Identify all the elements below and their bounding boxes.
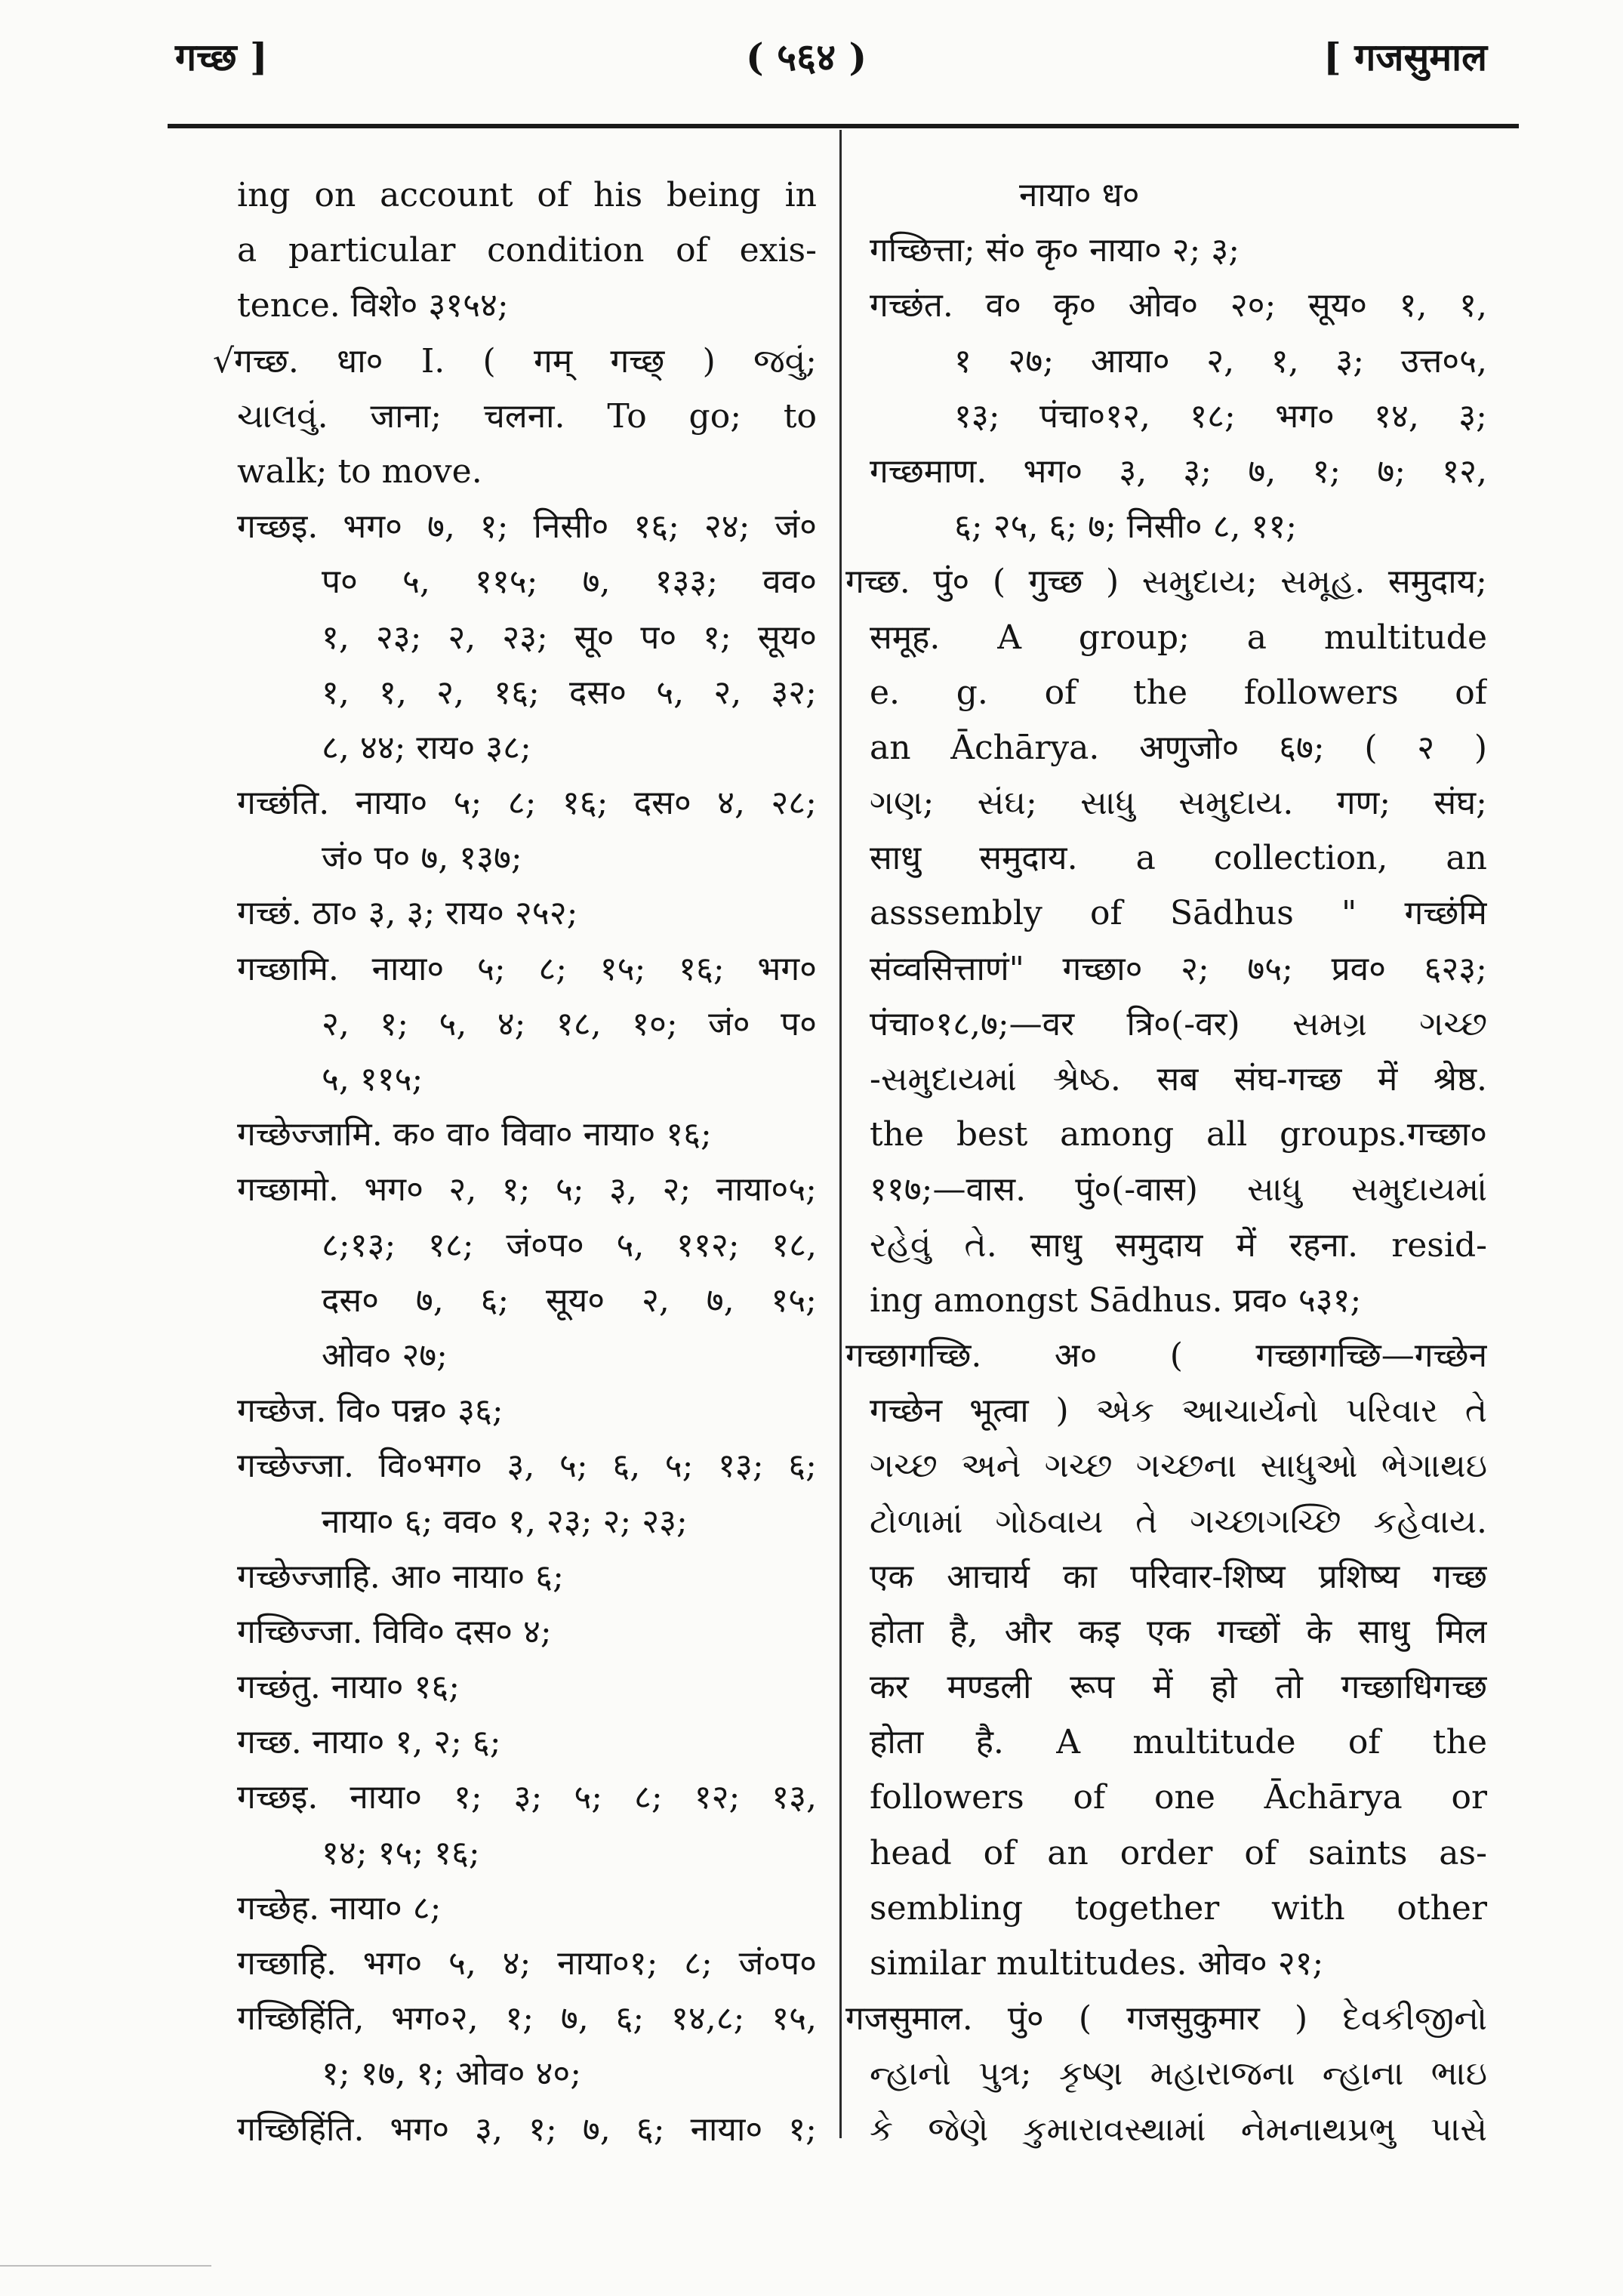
text-line: प० ५, ११५; ७, १३३; वव० — [322, 562, 817, 602]
text-line: गच्छित्ता; सं० कृ० नाया० २; ३; — [870, 231, 1240, 270]
text-line: a particular condition of exis- — [237, 231, 817, 270]
text-line: કે જેણે કુમારાવસ્થામાં નેમનાથપ્રભુ પાસે — [870, 2110, 1487, 2149]
text-line: -સમુદાયમાં શ્રેષ્ઠ. सब संघ-गच्छ में श्रेष्ठ. — [870, 1060, 1487, 1099]
bottom-margin-mark — [0, 2265, 211, 2267]
left-column — [213, 168, 817, 2157]
text-line: १, १, २, १६; दस० ५, २, ३२; — [322, 673, 817, 712]
text-line: ટોળામાં ગોઠવાય તે ગચ્છાગચ્છિ કહેવાય. — [870, 1502, 1487, 1541]
text-line: walk; to move. — [237, 451, 482, 491]
text-line: एक आचार्य का परिवार-शिष्य प्रशिष्य गच्छ — [870, 1557, 1487, 1596]
text-line: head of an order of saints as- — [870, 1833, 1487, 1872]
text-line: રહેવું તે. साधु समुदाय में रहना. resid- — [870, 1225, 1487, 1265]
text-line: गच्छाहि. भग० ५, ४; नाया०१; ८; जं०प० — [237, 1944, 817, 1983]
text-line: ११७;—वास. पुं०(-वास) સાધુ સમુદાયમાં — [870, 1170, 1487, 1210]
text-line: होता है. A multitude of the — [870, 1723, 1487, 1762]
text-line: tence. विशे० ३१५४; — [237, 286, 509, 325]
text-line: गच्छंत. व० कृ० ओव० २०; सूय० १, १, — [870, 286, 1487, 325]
text-line: गच्छइ. भग० ७, १; निसी० १६; २४; जं० — [237, 507, 817, 547]
text-line: १३; पंचा०१२, १८; भग० १४, ३; — [954, 396, 1487, 436]
text-line: e. g. of the followers of — [870, 673, 1487, 712]
column-divider — [839, 130, 842, 2138]
header-rule — [168, 124, 1519, 128]
text-line: ८, ४४; राय० ३८; — [322, 728, 531, 767]
text-line: गच्छिहिंति. भग० ३, १; ७, ६; नाया० १; — [237, 2110, 817, 2149]
text-line: गच्छ. पुं० ( गुच्छ ) સમુદાય; સમૂહ. समुदाय; — [845, 562, 1487, 602]
text-line: समूह. A group; a multitude — [870, 618, 1487, 657]
text-line: २, १; ५, ४; १८, १०; जं० प० — [322, 1004, 817, 1043]
text-line: गच्छेज्जामि. क० वा० विवा० नाया० १६; — [237, 1115, 712, 1154]
text-line: होता है, और कइ एक गच्छों के साधु मिल — [870, 1612, 1487, 1651]
page-header — [0, 30, 1623, 83]
text-line: ન્હાનો પુત્ર; કૃષ્ણ મહારાજના ન્હાના ભાઇ — [870, 2054, 1487, 2094]
text-line: गच्छं. ठा० ३, ३; राय० २५२; — [237, 894, 578, 933]
text-line: √गच्छ. धा० I. ( गम् गच्छ् ) જવું; — [213, 341, 817, 381]
text-line: गच्छंति. नाया० ५; ८; १६; दस० ४, २८; — [237, 784, 817, 823]
header-right-guideword: [ गजसुमाल — [1323, 35, 1487, 79]
text-line: ओव० २७; — [322, 1336, 448, 1375]
text-line: the best among all groups.गच्छा० — [870, 1115, 1487, 1154]
header-left-guideword: गच्छ ] — [175, 35, 268, 79]
text-line: ચાલવું. जाना; चलना. To go; to — [237, 396, 817, 436]
text-line: गच्छेह. नाया० ८; — [237, 1888, 442, 1928]
text-line: कर मण्डली रूप में हो तो गच्छाधिगच्छ — [870, 1668, 1487, 1707]
text-line: संव्वसित्ताणं" गच्छा० २; ७५; प्रव० ६२३; — [870, 949, 1487, 988]
text-line: पंचा०१८,७;—वर त्रि०(-वर) સમગ્ર ગચ્છ — [870, 1004, 1487, 1043]
text-line: गच्छागच्छि. अ० ( गच्छागच्छि—गच्छेन — [845, 1336, 1487, 1375]
text-line: गच्छामि. नाया० ५; ८; १५; १६; भग० — [237, 949, 817, 988]
text-line: दस० ७, ६; सूय० २, ७, १५; — [322, 1281, 817, 1320]
text-line: similar multitudes. ओव० २१; — [870, 1944, 1324, 1983]
page-number: ( ५६४ ) — [746, 35, 867, 79]
text-line: ગચ્છ અને ગચ્છ ગચ્છના સાધુઓ ભેગાથઇ — [870, 1447, 1487, 1486]
text-line: साधु समुदाय. a collection, an — [870, 839, 1487, 878]
text-line: गच्छेज. वि० पन्न० ३६; — [237, 1391, 504, 1431]
text-line: गच्छामो. भग० २, १; ५; ३, २; नाया०५; — [237, 1170, 817, 1210]
text-line: गच्छ. नाया० १, २; ६; — [237, 1723, 501, 1762]
text-line: गच्छेज्जा. वि०भग० ३, ५; ६, ५; १३; ६; — [237, 1447, 817, 1486]
text-line: followers of one Āchārya or — [870, 1778, 1487, 1817]
text-line: an Āchārya. अणुजो० ६७; ( २ ) — [870, 728, 1487, 767]
text-line: जं० प० ७, १३७; — [322, 839, 522, 878]
text-line: १; १७, १; ओव० ४०; — [322, 2054, 582, 2094]
text-line: ६; २५, ६; ७; निसी० ८, ११; — [954, 507, 1298, 547]
text-line: गच्छेन भूत्वा ) એક આચાર્યનો પરિવાર તે — [870, 1391, 1487, 1431]
right-column — [845, 168, 1487, 2157]
text-line: गच्छमाण. भग० ३, ३; ७, १; ७; १२, — [870, 451, 1487, 491]
text-line: ८;१३; १८; जं०प० ५, ११२; १८, — [322, 1225, 817, 1265]
text-line: गच्छइ. नाया० १; ३; ५; ८; १२; १३, — [237, 1778, 817, 1817]
text-line: नाया० ६; वव० १, २३; २; २३; — [322, 1502, 688, 1541]
text-line: ing on account of his being in — [237, 176, 817, 214]
text-line: asssembly of Sādhus " गच्छंमि — [870, 894, 1487, 933]
text-line: १, २३; २, २३; सू० प० १; सूय० — [322, 618, 817, 657]
text-line: ગણ; સંઘ; સાધુ સમુદાય. गण; संघ; — [870, 784, 1487, 823]
text-line: sembling together with other — [870, 1888, 1487, 1928]
text-line: गच्छिज्जा. विवि० दस० ४; — [237, 1612, 552, 1651]
text-line: गच्छेज्जाहि. आ० नाया० ६; — [237, 1557, 564, 1596]
text-line: नाया० ध० — [1019, 176, 1140, 214]
text-line: १ २७; आया० २, १, ३; उत्त०५, — [954, 341, 1487, 381]
text-line: गजसुमाल. पुं० ( गजसुकुमार ) દેવકીજીનો — [845, 1999, 1487, 2039]
text-line: गच्छिहिंति, भग०२, १; ७, ६; १४,८; १५, — [237, 1999, 817, 2039]
text-line: ५, ११५; — [322, 1060, 423, 1099]
text-line: ing amongst Sādhus. प्रव० ५३१; — [870, 1281, 1362, 1320]
text-line: गच्छंतु. नाया० १६; — [237, 1668, 460, 1707]
text-line: १४; १५; १६; — [322, 1833, 480, 1872]
